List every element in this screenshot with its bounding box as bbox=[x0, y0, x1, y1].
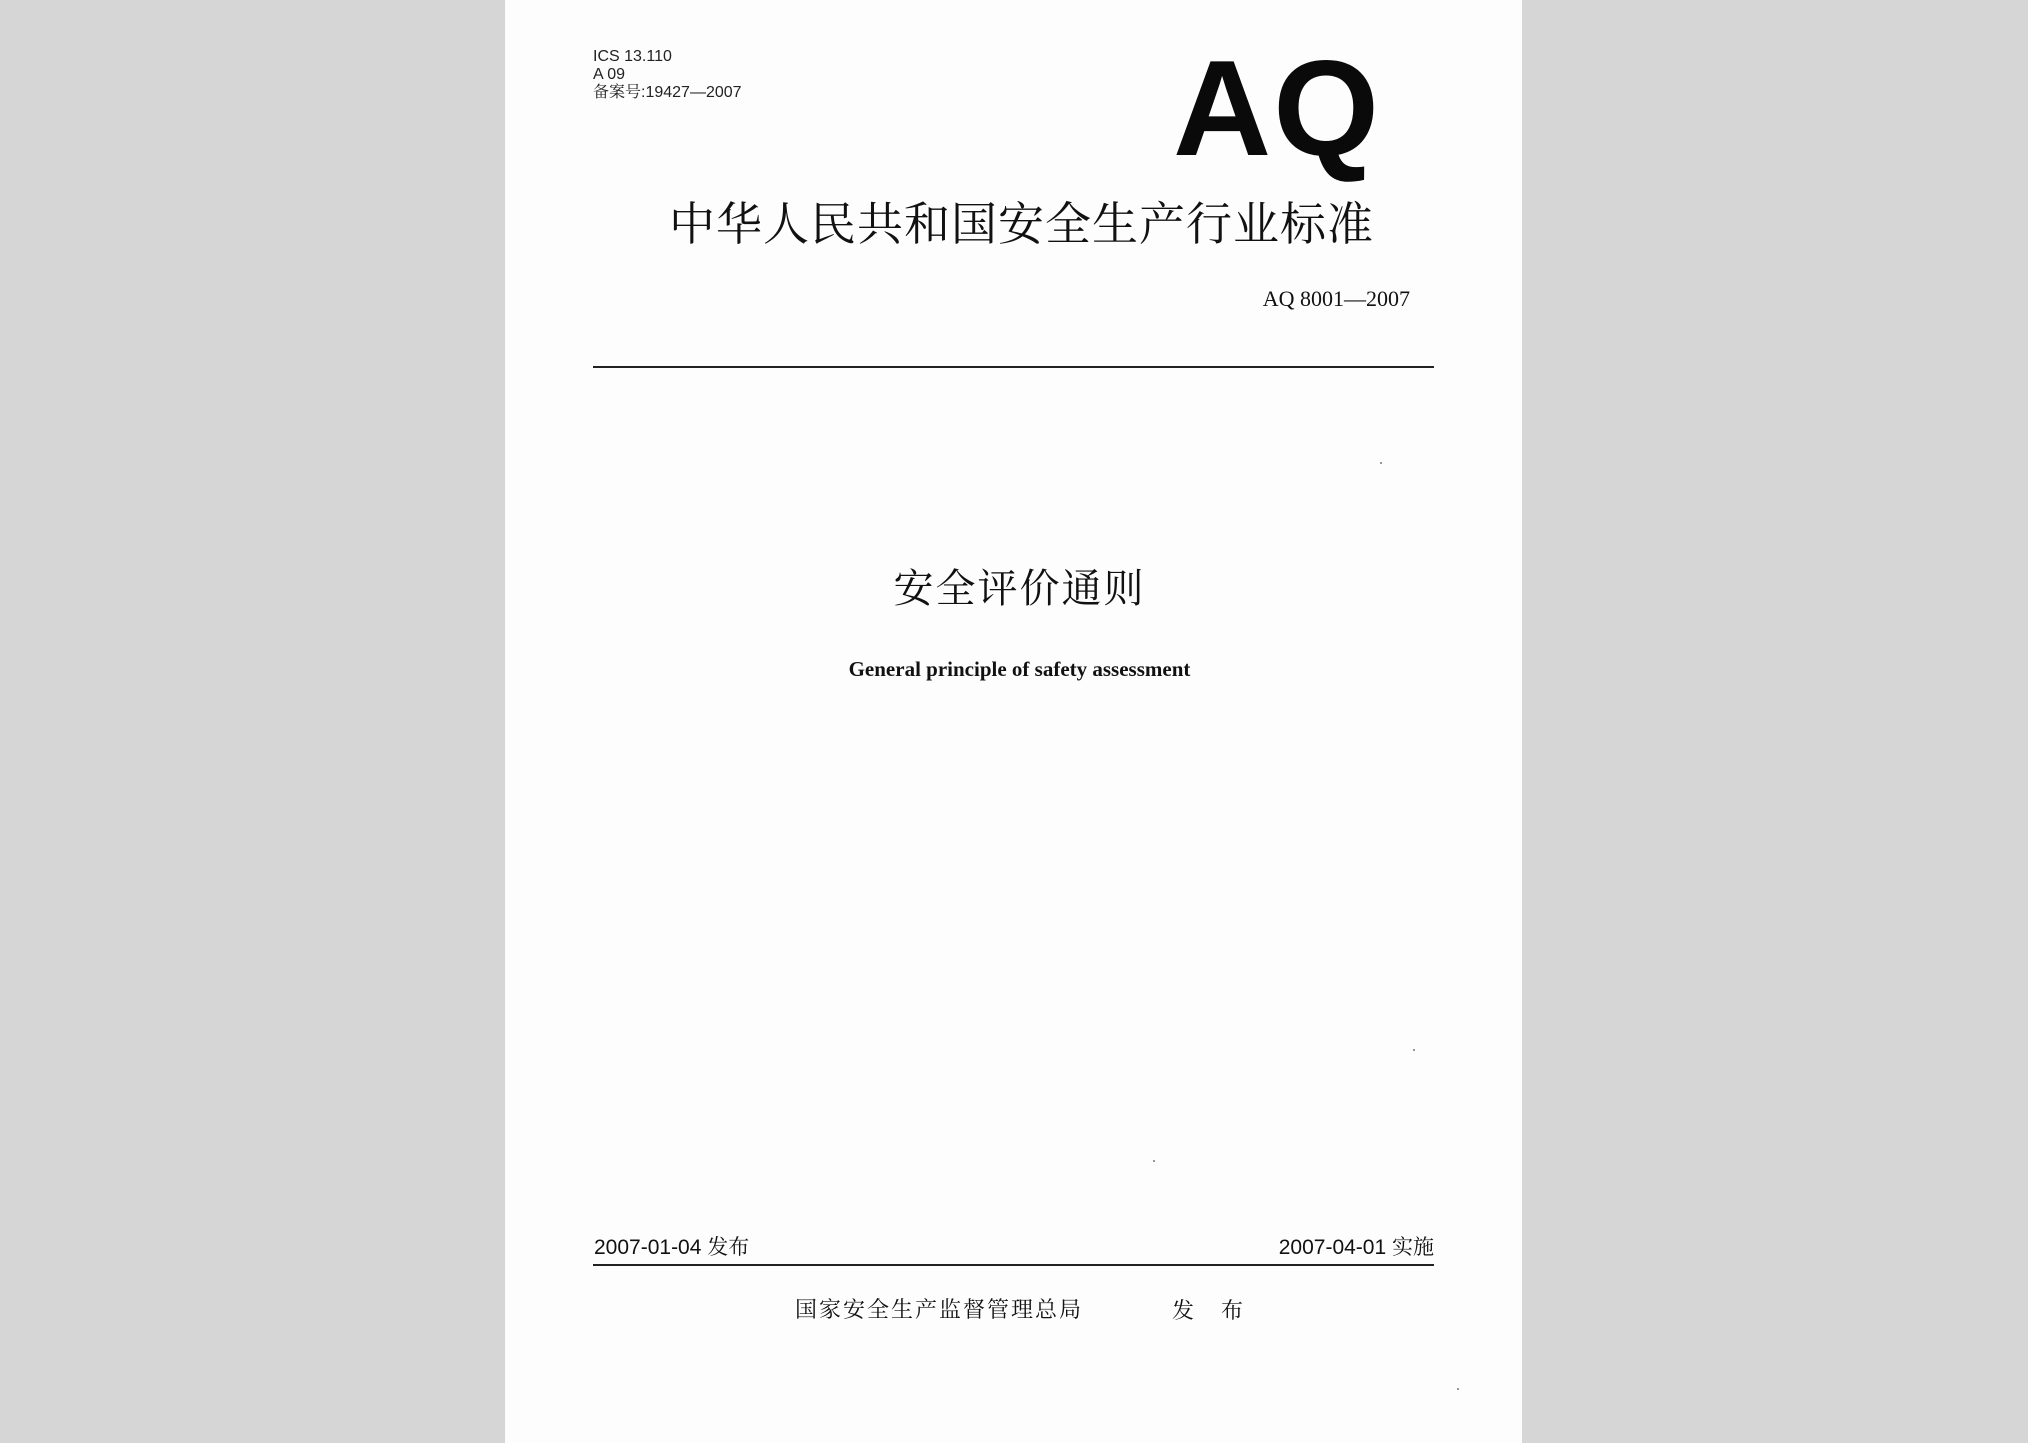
issue-date: 2007-01-04 发布 bbox=[594, 1236, 750, 1259]
document-page bbox=[505, 0, 1522, 1443]
scan-speck bbox=[1457, 1388, 1459, 1390]
header-divider bbox=[593, 366, 1434, 368]
standard-number: AQ 8001—2007 bbox=[1262, 286, 1410, 311]
footer-divider bbox=[593, 1264, 1434, 1266]
scan-speck bbox=[1380, 462, 1382, 464]
aq-logo: AQ bbox=[1173, 32, 1381, 184]
ics-code: ICS 13.110 bbox=[593, 48, 672, 65]
scan-speck bbox=[1413, 1049, 1415, 1051]
standard-org-title: 中华人民共和国安全生产行业标准 bbox=[669, 197, 1374, 251]
publisher-name: 国家安全生产监督管理总局 bbox=[795, 1298, 1084, 1323]
record-number: 备案号:19427—2007 bbox=[593, 84, 742, 101]
scan-speck bbox=[1153, 1160, 1155, 1162]
document-subtitle: General principle of safety assessment bbox=[848, 657, 1191, 681]
document-title: 安全评价通则 bbox=[893, 566, 1146, 612]
classification-code: A 09 bbox=[593, 66, 626, 83]
publish-label: 发 布 bbox=[1172, 1299, 1249, 1324]
effective-date: 2007-04-01 实施 bbox=[1278, 1236, 1434, 1259]
